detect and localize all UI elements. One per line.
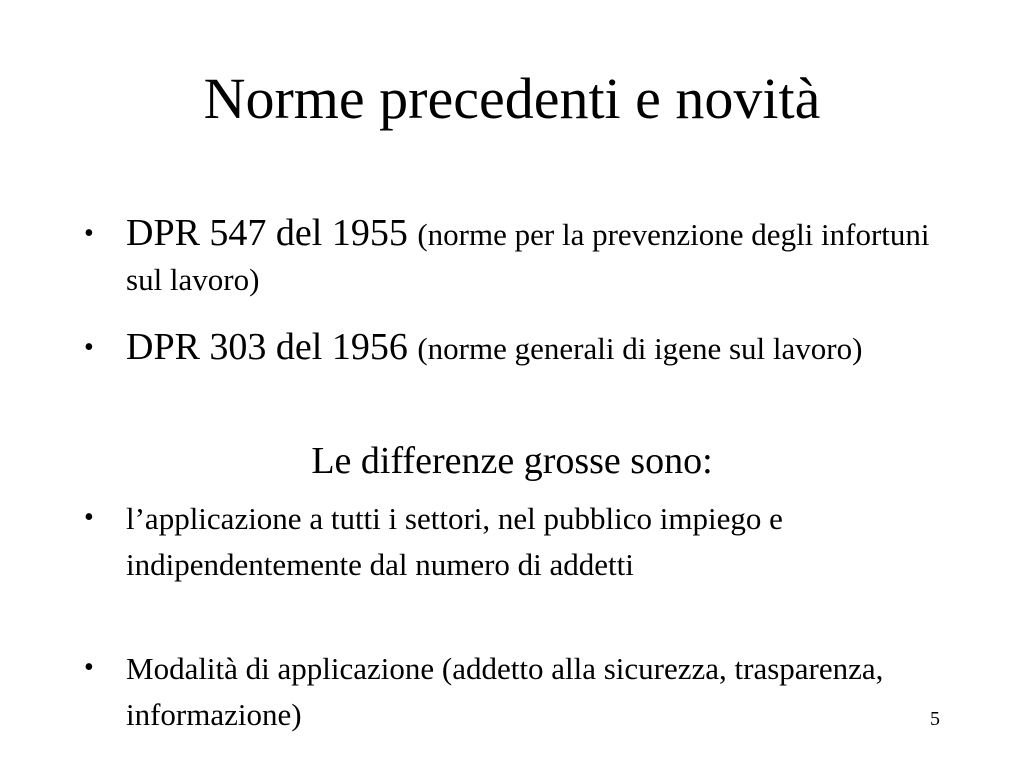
- bullet-text: [126, 208, 944, 302]
- bullet-icon: •: [84, 218, 94, 249]
- bullet-note-text: (norme per la prevenzione degli infortuni sul lavoro): [126, 217, 930, 297]
- bullet-main-text: DPR 303 del 1956: [126, 326, 418, 368]
- subheading: Le differenze grosse sono:: [311, 440, 713, 482]
- bullet-main-text: DPR 547 del 1955: [126, 212, 418, 254]
- bullet-item-dpr-547: [84, 208, 944, 302]
- slide-title: Norme precedenti e novità: [203, 66, 821, 131]
- bullet-item-modalita: [84, 646, 944, 738]
- bullet-icon: •: [84, 502, 94, 533]
- bullet-text: [126, 322, 944, 372]
- bullet-item-dpr-303: [84, 322, 944, 372]
- bullet-item-applicazione: [84, 496, 944, 588]
- bullet-note-text: (norme generali di igene sul lavoro): [417, 331, 863, 366]
- bullet-text: l’applicazione a tutti i settori, nel pubblico impiego e indipendentemente dal numero di addetti: [126, 501, 783, 582]
- bullet-text: Modalità di applicazione (addetto alla sicurezza, trasparenza, informazione): [126, 651, 884, 732]
- bullet-icon: •: [84, 652, 94, 683]
- page-number: 5: [930, 708, 940, 730]
- bullet-icon: •: [84, 332, 94, 363]
